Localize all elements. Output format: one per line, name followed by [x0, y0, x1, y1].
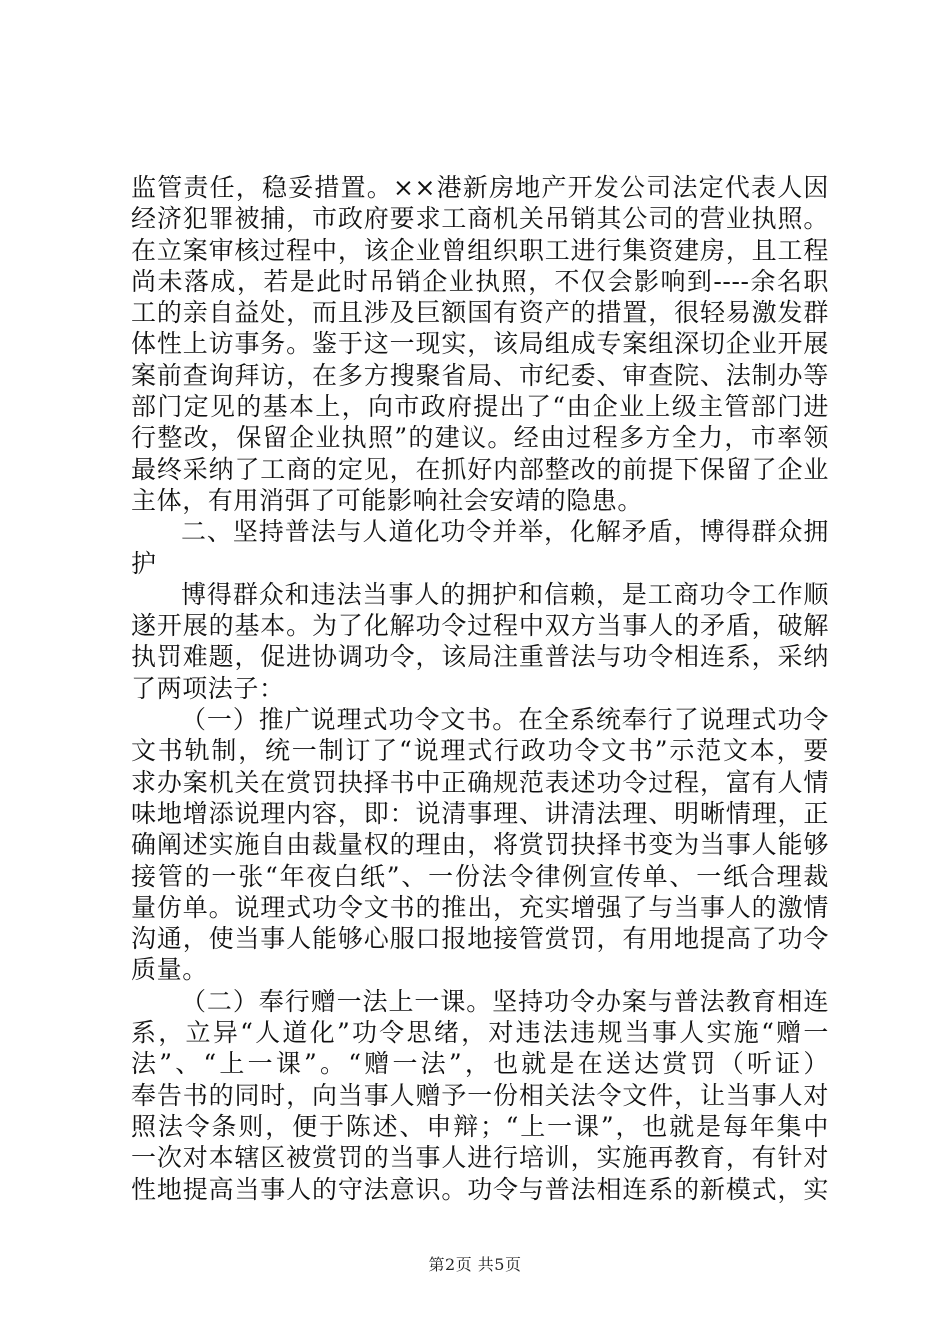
- text-line: 沟通，使当事人能够心服口报地接管赏罚，有用地提高了功令: [131, 924, 829, 954]
- text-line: 味地增添说理内容，即：说清事理、讲清法理、明晰情理，正: [131, 798, 829, 828]
- text-line: 文书轨制，统一制订了“说理式行政功令文书”示范文本，要: [131, 736, 829, 766]
- text-line: 案前查询拜访，在多方搜聚省局、市纪委、审查院、法制办等: [131, 360, 829, 390]
- text-line: 照法令条则，便于陈述、申辩；“上一课”，也就是每年集中: [131, 1111, 829, 1141]
- text-line: 执罚难题，促进协调功令，该局注重普法与功令相连系，采纳: [131, 642, 829, 672]
- subsection-heading: （一）推广说理式功令文书。在全系统奉行了说理式功令: [181, 705, 829, 735]
- text-line: 系，立异“人道化”功令思绪，对违法违规当事人实施“赠一: [131, 1018, 829, 1048]
- page-number-footer: 第2页 共5页: [428, 1255, 522, 1274]
- text-line: 接管的一张“年夜白纸”、一份法令律例宣传单、一纸合理裁: [131, 861, 829, 891]
- text-line: 奉告书的同时，向当事人赠予一份相关法令文件，让当事人对: [131, 1080, 829, 1110]
- section-heading-continued: 护: [131, 548, 157, 578]
- subsection-heading: （二）奉行赠一法上一课。坚持功令办案与普法教育相连: [181, 986, 829, 1016]
- text-line: 一次对本辖区被赏罚的当事人进行培训，实施再教育，有针对: [131, 1143, 829, 1173]
- text-line: 监管责任，稳妥措置。××港新房地产开发公司法定代表人因: [131, 173, 829, 202]
- text-line: 部门定见的基本上，向市政府提出了“由企业上级主管部门进: [131, 392, 829, 422]
- document-body: [131, 172, 829, 1205]
- text-line: 量仿单。说理式功令文书的推出，充实增强了与当事人的激情: [131, 892, 829, 922]
- text-line: 行整改，保留企业执照”的建议。经由过程多方全力，市率领: [131, 423, 829, 453]
- text-line: 在立案审核过程中，该企业曾组织职工进行集资建房，且工程: [131, 235, 829, 265]
- text-line: 法”、“上一课”。“赠一法”，也就是在送达赏罚（听证）: [131, 1049, 829, 1079]
- text-line: 最终采纳了工商的定见，在抓好内部整改的前提下保留了企业: [131, 454, 829, 484]
- text-line: 性地提高当事人的守法意识。功令与普法相连系的新模式，实: [131, 1174, 829, 1204]
- text-line: 博得群众和违法当事人的拥护和信赖，是工商功令工作顺: [181, 579, 829, 609]
- text-line: 主体，有用消弭了可能影响社会安靖的隐患。: [131, 485, 644, 515]
- text-line: 求办案机关在赏罚抉择书中正确规范表述功令过程，富有人情: [131, 767, 829, 797]
- text-line: 了两项法子：: [131, 673, 285, 703]
- text-line: 经济犯罪被捕，市政府要求工商机关吊销其公司的营业执照。: [131, 204, 829, 234]
- section-heading: 二、坚持普法与人道化功令并举，化解矛盾，博得群众拥: [181, 517, 829, 547]
- text-line: 质量。: [131, 955, 208, 985]
- text-line: 工的亲自益处，而且涉及巨额国有资产的措置，很轻易激发群: [131, 298, 829, 328]
- text-line: 尚未落成，若是此时吊销企业执照，不仅会影响到----余名职: [131, 266, 829, 296]
- text-line: 遂开展的基本。为了化解功令过程中双方当事人的矛盾，破解: [131, 611, 829, 641]
- text-line: 体性上访事务。鉴于这一现实，该局组成专案组深切企业开展: [131, 329, 829, 359]
- text-line: 确阐述实施自由裁量权的理由，将赏罚抉择书变为当事人能够: [131, 830, 829, 860]
